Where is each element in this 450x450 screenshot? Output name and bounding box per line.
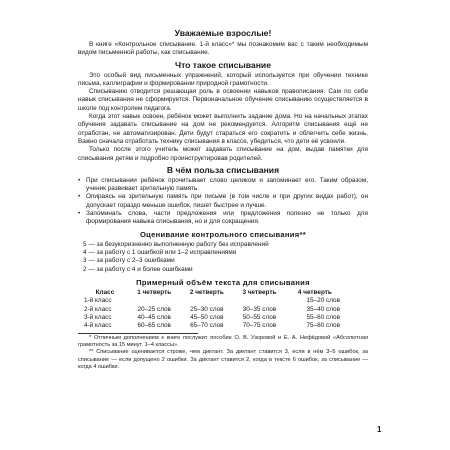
section-heading-what-is: Что такое списывание — [175, 59, 271, 70]
table-cell: 60–65 слов — [137, 322, 171, 330]
column-header: 1 четверть — [137, 288, 172, 296]
section-heading-benefit: В чём польза списывания — [166, 164, 280, 175]
table-row — [82, 314, 344, 322]
footnote: * Отличным дополнением к книге послужит пособие О. В. Узоровой и Е. А. Нефёдовой «Абсолютная грамотность за 15 минут. 1–4 классы». — [78, 334, 368, 348]
table-cell: 20–25 слов — [137, 305, 171, 313]
table-cell — [181, 297, 234, 305]
page-number: 1 — [377, 425, 382, 434]
table-cell: 70–75 слов — [242, 322, 277, 330]
table-cell: 1-й класс — [84, 297, 112, 305]
paragraph: Это особый вид письменных упражнений, который используется при обучении технике письма, каллиграфии и формировании природной грамотности. — [78, 71, 368, 87]
table-cell: 55–60 слов — [306, 314, 340, 322]
column-header: 4 четверть — [297, 288, 332, 296]
section-heading-volume: Примерный объём текста для списывания — [136, 277, 310, 287]
footnote: ** Списывание оценивается строже, чем диктант. За диктант ставится 3, если в нём 3–5 ошибок, за списывание — если допущено 2 ошибки. За диктант ставится 2, когда в тексте 6 ошибок, за списывание — когда 4 ошибки. — [78, 349, 368, 370]
section-heading-grading: Оценивание контрольного списывания** — [139, 229, 307, 239]
table-cell: 75–80 слов — [306, 322, 340, 330]
bullet-item — [78, 210, 368, 227]
page-content — [78, 28, 368, 371]
bullet-item — [78, 193, 368, 210]
table-cell: 4-й класс — [84, 322, 112, 330]
intro-paragraph: В книге «Контрольное списывание. 1-й класс»* мы познакомим вас с таким необходимым видом письменной работы, как списывание. — [78, 41, 368, 57]
table-row — [82, 306, 344, 314]
table-row — [82, 297, 344, 305]
footnote-divider — [78, 333, 198, 334]
column-header: 2 четверть — [189, 288, 224, 296]
paragraph: Когда этот навык освоен, ребёнок может выполнить задание дома. Но на начальных этапах обучения задавать списывание на дом не рекомендуется. Алгоритм списывания ещё не отработан, не автоматизирован. Дети будут стараться его сократить и облегчить себе жизнь. Важно сначала отработать технику списывания в классе, убедиться, что дети её усвоили. — [78, 113, 368, 145]
table-cell: 65–70 слов — [190, 322, 224, 330]
table-cell: 50–55 слов — [242, 314, 277, 322]
column-header: 3 четверть — [242, 288, 277, 296]
paragraph: Списыванию отводится решающая роль в освоении навыков правописания. Сам по себе навык списывания не сформируется. Первоначальное обучение списыванию осуществляется в школе под контролем педагога. — [78, 88, 368, 112]
grade-item: 4 — за работу с 1 ошибкой или 1–2 исправлениями — [83, 248, 237, 256]
table-header-row — [82, 289, 344, 298]
volume-table — [82, 289, 344, 331]
table-cell: 40–45 слов — [137, 314, 171, 322]
bullet-item — [78, 177, 368, 194]
table-cell — [128, 297, 181, 305]
table-cell: 2-й класс — [84, 305, 112, 313]
table-cell: 25–30 слов — [190, 305, 224, 313]
grade-item: 3 — за работу с 2–3 ошибками — [83, 257, 175, 265]
bullet-icon: • — [78, 176, 81, 184]
grade-item: 5 — за безукоризненно выполненную работу без исправлений — [83, 240, 269, 248]
grade-item: 2 — за работу с 4 и более ошибками — [83, 265, 193, 273]
bullet-text: Запоминать слова, части предложения или предложения полезно не только для формирования навыка списывания, но и для сокращения. — [86, 210, 368, 226]
bullet-icon: • — [78, 210, 81, 218]
table-cell: 30–35 слов — [242, 305, 277, 313]
table-row — [82, 322, 344, 330]
bullet-text: При списывании ребёнок прочитывает слово целиком и запоминает его. Таким образом, ученик развивает зрительную память. — [86, 176, 368, 193]
paragraph: Только после этого учитель может задавать списывание на дом, выдав памятки для списывания детям и подробно проинструктировав родителей. — [78, 146, 368, 162]
bullet-icon: • — [78, 193, 81, 201]
table-cell: 3-й класс — [84, 314, 112, 322]
table-cell: 35–40 слов — [306, 305, 340, 313]
table-cell: 45–50 слов — [190, 314, 224, 322]
grading-list — [83, 241, 368, 274]
table-cell — [233, 297, 286, 305]
page-title: Уважаемые взрослые! — [174, 28, 272, 38]
table-cell: 15–20 слов — [306, 297, 340, 305]
bullet-text: Опираясь на зрительную память при письме (в том числе и при других видах работ), он допускает гораздо меньше ошибок, пишет быстрее и лучше. — [86, 193, 368, 209]
column-header: Класс — [95, 288, 115, 296]
